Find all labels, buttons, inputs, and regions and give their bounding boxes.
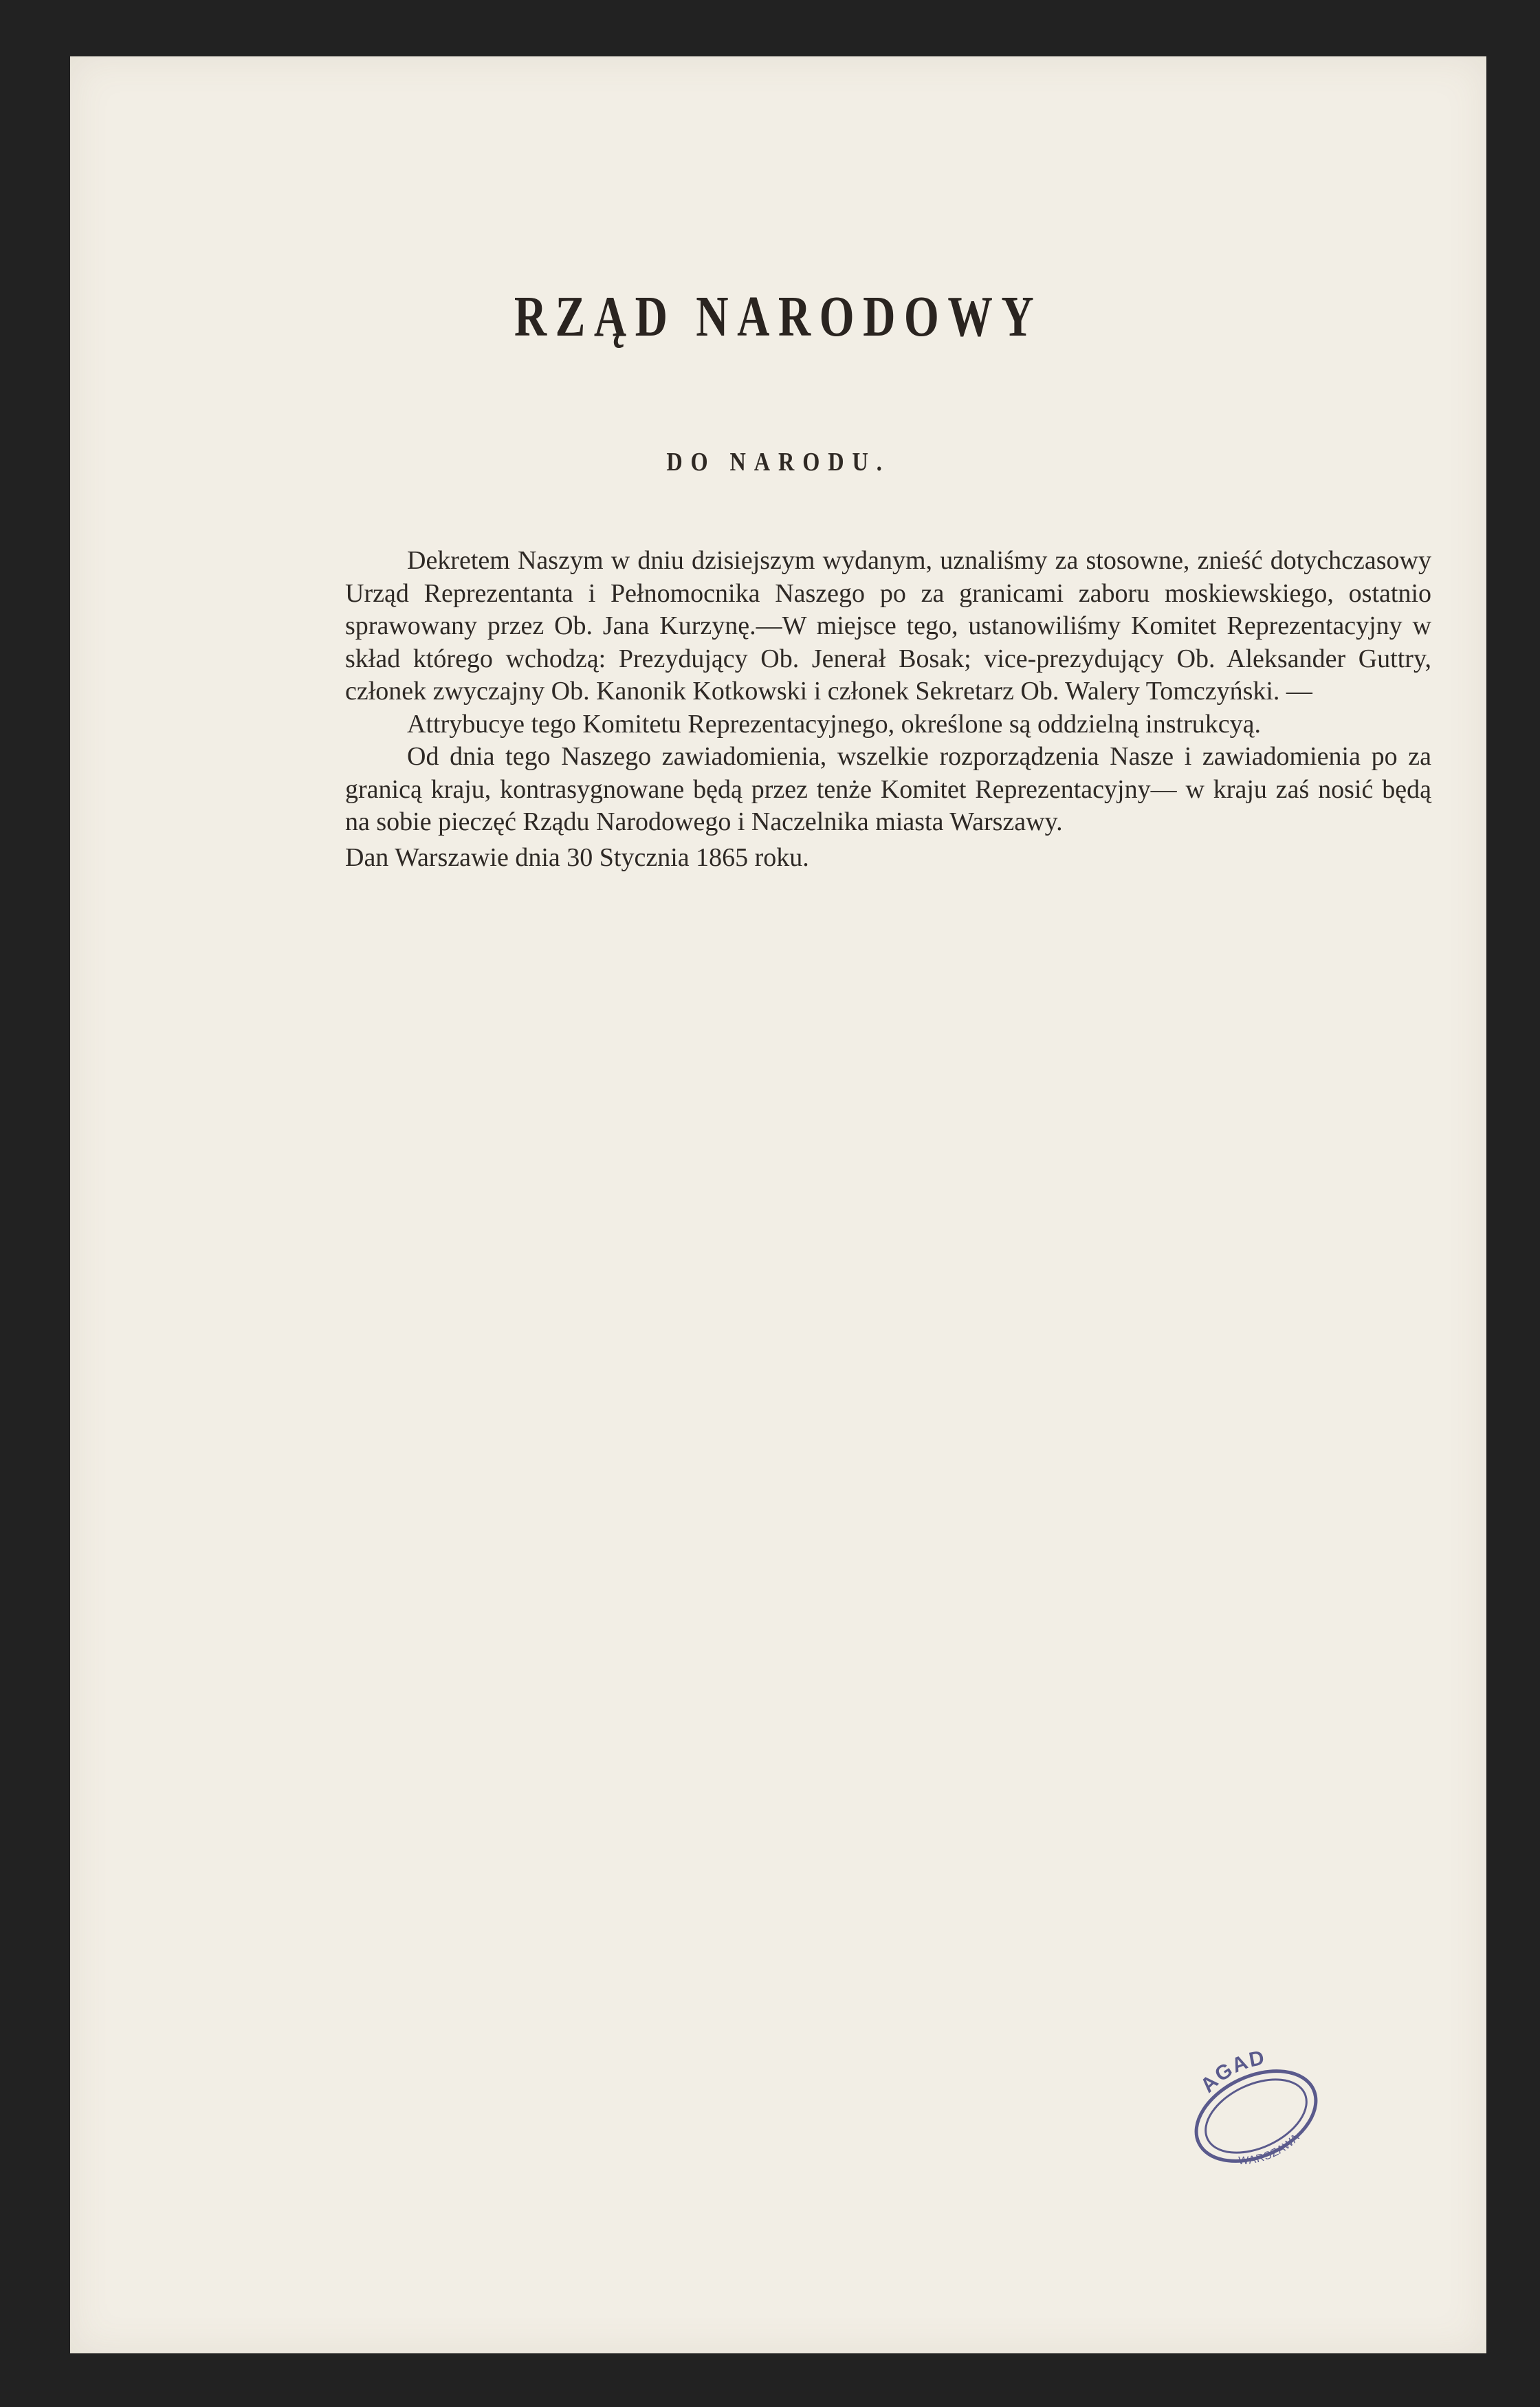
- paragraph-notice: Od dnia tego Naszego zawiadomienia, wszelkie rozporządzenia Nasze i zawiadomienia po za granicą kraju, kontrasygnowane będą przez tenże Komitet Reprezentacyjny— w kraju zaś nosić będą na sobie pieczęć Rządu Narodowego i Naczelnika miasta Warszawy.: [345, 742, 1431, 836]
- document-sheet: [70, 56, 1486, 2353]
- document-title: RZĄD NARODOWY: [514, 285, 1043, 349]
- svg-text:WARSZAWA: [1238, 2131, 1302, 2167]
- document-body: [345, 545, 1431, 874]
- svg-text:AGAD: [1196, 2046, 1267, 2097]
- stamp-top-text: AGAD: [1196, 2046, 1268, 2098]
- stamp-bottom-text: WARSZAWA: [1238, 2131, 1303, 2167]
- date-line: Dan Warszawie dnia 30 Stycznia 1865 roku.: [345, 842, 809, 872]
- paragraph-decree: Dekretem Naszym w dniu dzisiejszym wydanym, uznaliśmy za stosowne, znieść dotychczasowy Urząd Reprezentanta i Pełnomocnika Naszego po za granicami zaboru moskiewskiego, ostatnio sprawowany przez Ob. Jana Kurzynę.—W miejsce tego, ustanowiliśmy Komitet Reprezentacyjny w skład którego wchodzą: Prezydujący Ob. Jenerał Bosak; vice-prezydujący Ob. Aleksander Guttry, członek zwyczajny Ob. Kanonik Kotkowski i członek Sekretarz Ob. Walery Tomczyński. —: [345, 546, 1431, 706]
- archive-stamp: [1170, 2037, 1342, 2195]
- document-subtitle: DO NARODU.: [666, 448, 890, 477]
- paragraph-attributes: Attrybucye tego Komitetu Reprezentacyjnego, określone są oddzielną instrukcyą.: [407, 709, 1261, 739]
